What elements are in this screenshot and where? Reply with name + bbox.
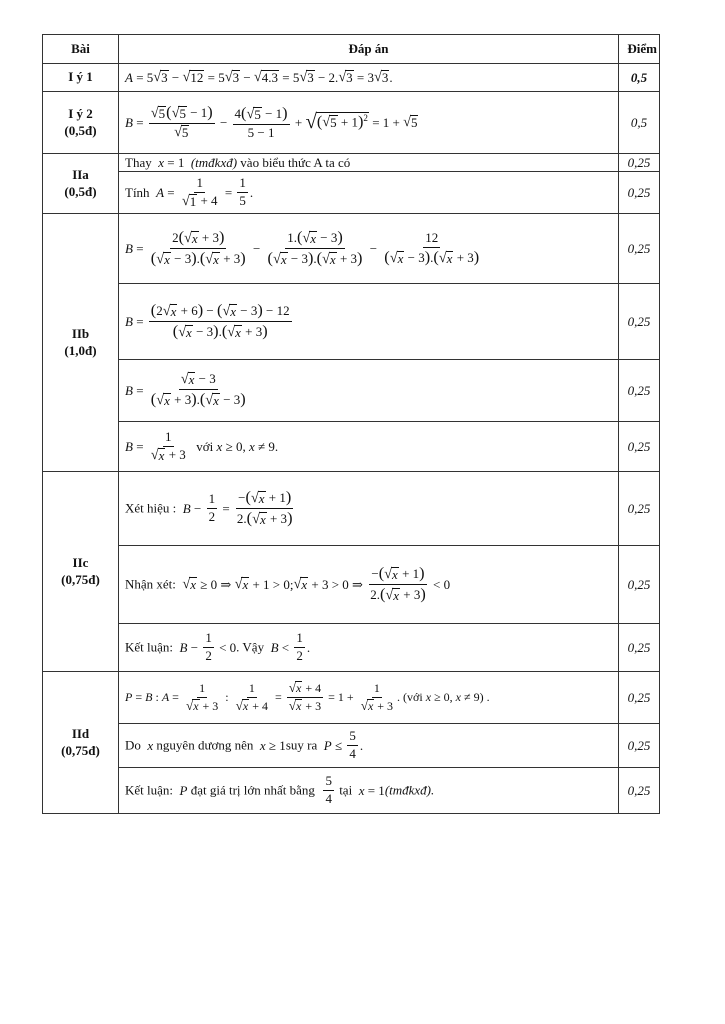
score-iia-2: 0,25 xyxy=(619,172,660,214)
label-iic xyxy=(43,472,119,672)
answer-i-1: A = 5 √ 3 − √ 12 = 5 √ 3 − √ 4.3 = 5 √ 3 − 2. √ 3 = 3 √ 3 . xyxy=(119,64,619,92)
answer-iia-2: Tính A = 1 √ 1 + 4 = $\frac{1}{5}$ . xyxy=(119,172,619,214)
row-i-2 xyxy=(43,92,660,154)
row-iid-1 xyxy=(43,672,660,724)
label-i-2-points: (0,5đ) xyxy=(64,122,97,138)
text-thay: Thay xyxy=(125,154,152,170)
header-bai: Bài xyxy=(43,35,119,64)
label-iia-points: (0,5đ) xyxy=(64,183,97,199)
answer-iic-2: Nhận xét: √ x ≥ 0 ⇒ √ x + 1 > 0; √ x + 3 > 0 ⇒ −( √ x + 1) 2.( √ x + 3) < 0 xyxy=(119,546,619,624)
row-iib-4 xyxy=(43,422,660,472)
text-xet-hieu: Xét hiệu : xyxy=(125,500,177,516)
score-iib-2: 0,25 xyxy=(619,284,660,360)
row-i-1 xyxy=(43,64,660,92)
text-ket-luan-d: Kết luận: xyxy=(125,782,174,798)
row-iib-2 xyxy=(43,284,660,360)
text-vao-bieu-thuc: vào biểu thức A ta có xyxy=(240,154,351,170)
score-iic-1: 0,25 xyxy=(619,472,660,546)
score-iic-2: 0,25 xyxy=(619,546,660,624)
answer-iic-1: Xét hiệu : B − $\frac{1}{2}$ = −( √ x + 1) 2.( √ x + 3) xyxy=(119,472,619,546)
text-voi-paren: (với xyxy=(403,690,423,704)
row-iic-2 xyxy=(43,546,660,624)
answer-i-2: B = √ 5 ( √ 5 − 1) √ 5 − 4( √ 5 − 1) 5 − 1 + √ ( √ 5 + 1)$^2$ = 1 + √ 5 xyxy=(119,92,619,154)
label-iic-points: (0,75đ) xyxy=(61,571,100,587)
answer-iib-4: B = 1 √ x + 3 với x ≥ 0, x ≠ 9. xyxy=(119,422,619,472)
text-tai: tại xyxy=(339,782,353,798)
header-diem: Điểm xyxy=(619,35,660,64)
label-iid xyxy=(43,672,119,814)
answer-iia-1: Thay x = 1 (tmđkxđ) vào biểu thức A ta có xyxy=(119,154,619,172)
header-row xyxy=(43,35,660,64)
score-iib-3: 0,25 xyxy=(619,360,660,422)
row-iib-3 xyxy=(43,360,660,422)
score-iib-4: 0,25 xyxy=(619,422,660,472)
text-suy-ra: suy ra xyxy=(285,737,318,753)
answer-iic-3: Kết luận: B − $\frac{1}{2}$ < 0 . Vậy B < $\frac{1}{2}$ . xyxy=(119,624,619,672)
answer-iib-2: B = (2 √ x + 6) − ( √ x − 3) − 12 ( √ x − 3).( √ x + 3) xyxy=(119,284,619,360)
text-voi: với xyxy=(196,438,214,454)
score-iid-2: 0,25 xyxy=(619,724,660,768)
label-i-1: I ý 1 xyxy=(43,64,119,92)
score-iid-3: 0,25 xyxy=(619,768,660,814)
row-iib-1 xyxy=(43,214,660,284)
label-i-2-main: I ý 2 xyxy=(68,105,93,121)
text-ket-luan-c: Kết luận: xyxy=(125,639,174,655)
label-iic-main: IIc xyxy=(72,554,89,570)
label-iid-points: (0,75đ) xyxy=(61,742,100,758)
score-i-2: 0,5 xyxy=(619,92,660,154)
answer-iid-1: P = B : A = 1 √ x + 3 : 1 √ x + 4 = √ x + 4 √ x + 3 = 1 + 1 √ x + 3 . (với x ≥ 0, x ≠ 9) . xyxy=(119,672,619,724)
text-tmdkxd-2: (tmđkxđ). xyxy=(384,782,435,798)
text-nhan-xet: Nhận xét: xyxy=(125,576,176,592)
text-vay: . Vậy xyxy=(236,639,265,655)
text-nguyen-duong: nguyên dương nên xyxy=(156,737,254,753)
answer-iib-3: B = √ x − 3 ( √ x + 3).( √ x − 3) xyxy=(119,360,619,422)
row-iia-1 xyxy=(43,154,660,172)
label-iia-main: IIa xyxy=(72,166,89,182)
label-i-2 xyxy=(43,92,119,154)
text-dat-gtln: đạt giá trị lớn nhất bằng xyxy=(190,782,315,798)
score-i-1: 0,5 xyxy=(619,64,660,92)
score-iia-1: 0,25 xyxy=(619,154,660,172)
answer-iib-1: B = 2( √ x + 3) ( √ x − 3).( √ x + 3) − 1.( √ x − 3) ( √ x − 3).( √ x + 3) − 12 ( √ x − 3).( √ x + 3) xyxy=(119,214,619,284)
score-iid-1: 0,25 xyxy=(619,672,660,724)
label-iib xyxy=(43,214,119,472)
label-iib-main: IIb xyxy=(71,325,90,341)
row-iid-3 xyxy=(43,768,660,814)
row-iid-2 xyxy=(43,724,660,768)
text-tmdkxd: (tmđkxđ) xyxy=(190,154,238,170)
text-tinh: Tính xyxy=(125,184,150,200)
answer-iid-3: Kết luận: P đạt giá trị lớn nhất bằng $\frac{5}{4}$ tại x = 1 (tmđkxđ). xyxy=(119,768,619,814)
row-iic-1 xyxy=(43,472,660,546)
answer-iid-2: Do x nguyên dương nên x ≥ 1 suy ra P ≤ $\frac{5}{4}$ . xyxy=(119,724,619,768)
label-iib-points: (1,0đ) xyxy=(64,342,97,358)
header-dap-an: Đáp án xyxy=(119,35,619,64)
score-iic-3: 0,25 xyxy=(619,624,660,672)
answer-table xyxy=(42,34,660,814)
label-iia xyxy=(43,154,119,214)
score-iib-1: 0,25 xyxy=(619,214,660,284)
row-iia-2 xyxy=(43,172,660,214)
row-iic-3 xyxy=(43,624,660,672)
text-do: Do xyxy=(125,737,141,753)
label-iid-main: IId xyxy=(71,725,90,741)
